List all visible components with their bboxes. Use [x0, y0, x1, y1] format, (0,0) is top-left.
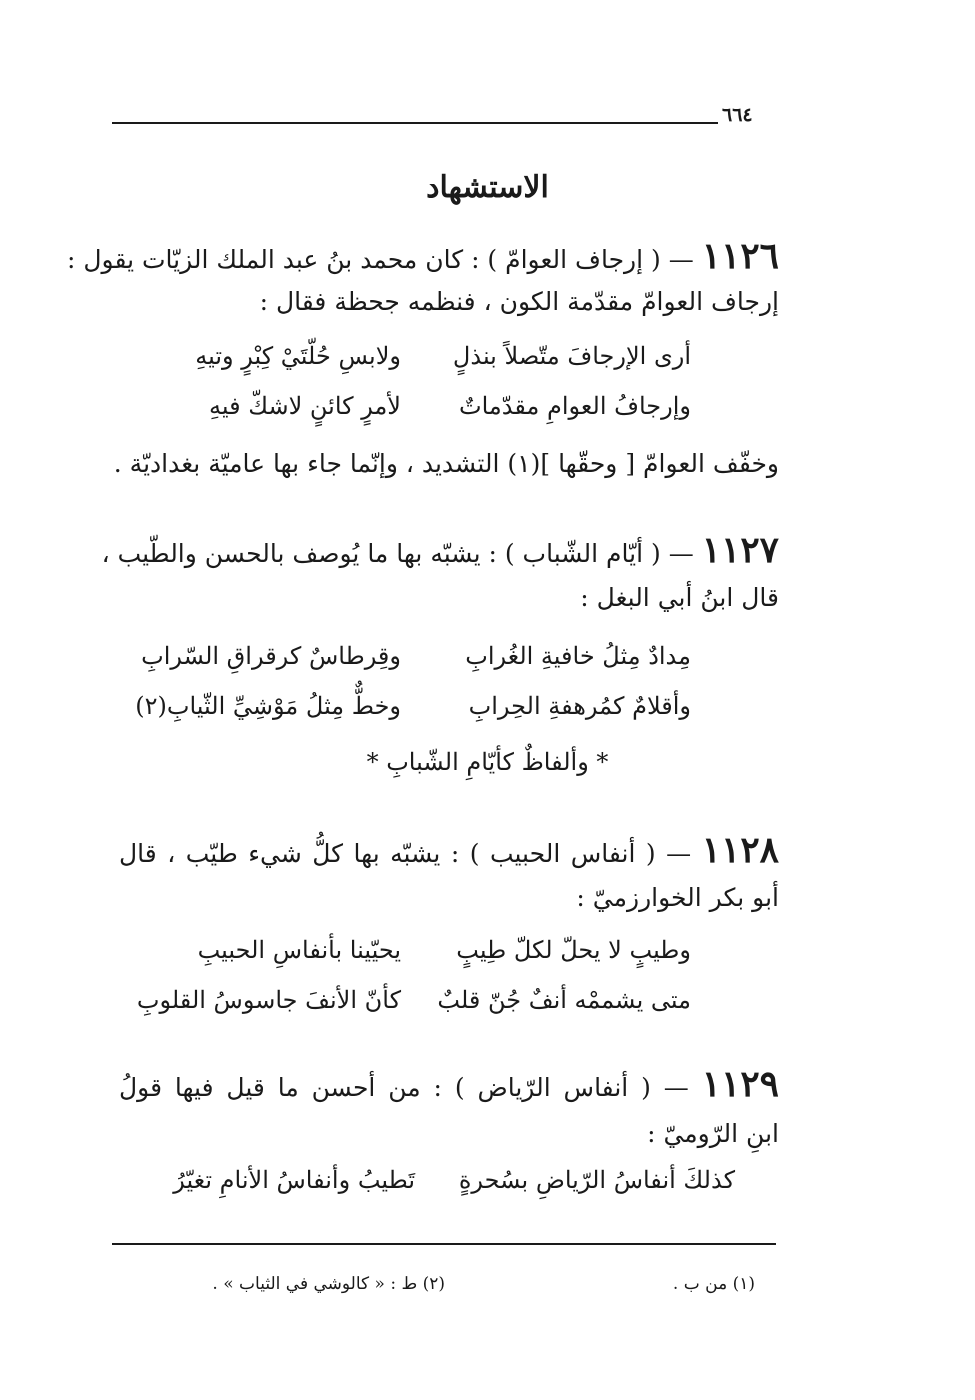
- verse-first-hemistich: مِدادٌ مِثلُ خافيةِ الغُرابِ: [465, 642, 691, 670]
- entry-text: — ( أنفاس الرّياض ) : من أحسن ما قيل فيها قولُ: [119, 1073, 689, 1102]
- header-rule: [112, 122, 718, 124]
- entry-text: — ( أنفاس الحبيب ) : يشبّه بها كلُّ شيء طيّب ، قال: [119, 839, 692, 868]
- verse: [141, 636, 691, 676]
- entry-text: — ( إرجاف العوامّ ) : كان محمد بنُ عبد الملك الزيّات يقول :: [67, 245, 694, 274]
- single-hemistich: * وألفاظٌ كأيّامِ الشّبابِ *: [366, 748, 609, 776]
- entry-line: [67, 235, 779, 280]
- entry-line: ابنِ الرّوميّ :: [647, 1119, 779, 1148]
- page-number: ٦٦٤: [722, 104, 753, 126]
- entry-line: [119, 830, 779, 874]
- verse-second-hemistich: يحيّينا بأنفاسِ الحبيبِ: [197, 936, 401, 964]
- entry-text: — ( أيّام الشّباب ) : يشبّه بها ما يُوصف بالحسن والطّيب ،: [101, 539, 694, 568]
- section-title: الاستشهاد: [426, 170, 549, 205]
- verse-first-hemistich: وإرجافُ العوامِ مقدّماتٌ: [459, 392, 691, 420]
- verse-first-hemistich: متى يشممْه أنفٌ جُنّ قلبٌ: [437, 986, 691, 1014]
- entry-line: [101, 529, 779, 574]
- entry-number: ١١٢٧: [701, 529, 779, 571]
- verse: [141, 336, 691, 376]
- footnote-1: (١) من ب .: [672, 1274, 755, 1294]
- entry-line: إرجاف العوامّ مقدّمة الكون ، فنظمه جحظة فقال :: [259, 287, 779, 316]
- footnote-rule: [112, 1243, 776, 1245]
- entry-line: أبو بكر الخوارزميّ :: [576, 883, 779, 912]
- entry-line: قال ابنُ أبي البغل :: [580, 583, 779, 612]
- verse-second-hemistich: وخطٌّ مِثلُ مَوْشِيِّ الثّيابِ(٢): [135, 692, 401, 720]
- verse-second-hemistich: كأنّ الأنفَ جاسوسُ القلوبِ: [136, 986, 401, 1014]
- verse-second-hemistich: تَطيبُ وأنفاسُ الأنامِ تغيّرُ: [173, 1166, 415, 1194]
- footnotes: [130, 1268, 775, 1308]
- verse: [141, 386, 691, 426]
- entry-line: وخفّف العوامّ [ وحقّها ](١) التشديد ، وإنّما جاء بها عاميّة بغداديّة .: [113, 449, 779, 478]
- verse: [135, 1160, 735, 1200]
- verse-second-hemistich: لأمرٍ كائنٍ لاشكّ فيهِ: [209, 392, 401, 420]
- verse-first-hemistich: كذلكَ أنفاسُ الرّياضِ بسُحرةٍ: [458, 1166, 735, 1194]
- verse: [135, 686, 691, 726]
- verse-first-hemistich: وأقلامٌ كمُرهفةِ الحِرابِ: [468, 692, 691, 720]
- verse-second-hemistich: ولابسِ حُلّتَيْ كِبْرٍ وتيهِ: [195, 342, 401, 370]
- verse: [141, 930, 691, 970]
- entry-number: ١١٢٨: [701, 829, 779, 871]
- verse: [136, 980, 691, 1020]
- verse-first-hemistich: وطيبٍ لا يحلّ لكلّ طِيبٍ: [456, 936, 691, 964]
- verse-second-hemistich: وقِرطاسٌ كرقراقِ السّرابِ: [141, 642, 401, 670]
- entry-number: ١١٢٩: [701, 1063, 779, 1105]
- entry-line: [119, 1064, 779, 1108]
- verse-first-hemistich: أرى الإرجافَ متّصلاً بنذلٍ: [452, 342, 691, 370]
- footnote-2: (٢) ط : « كالوشي في الثياب » .: [212, 1274, 445, 1294]
- entry-number: ١١٢٦: [701, 235, 779, 277]
